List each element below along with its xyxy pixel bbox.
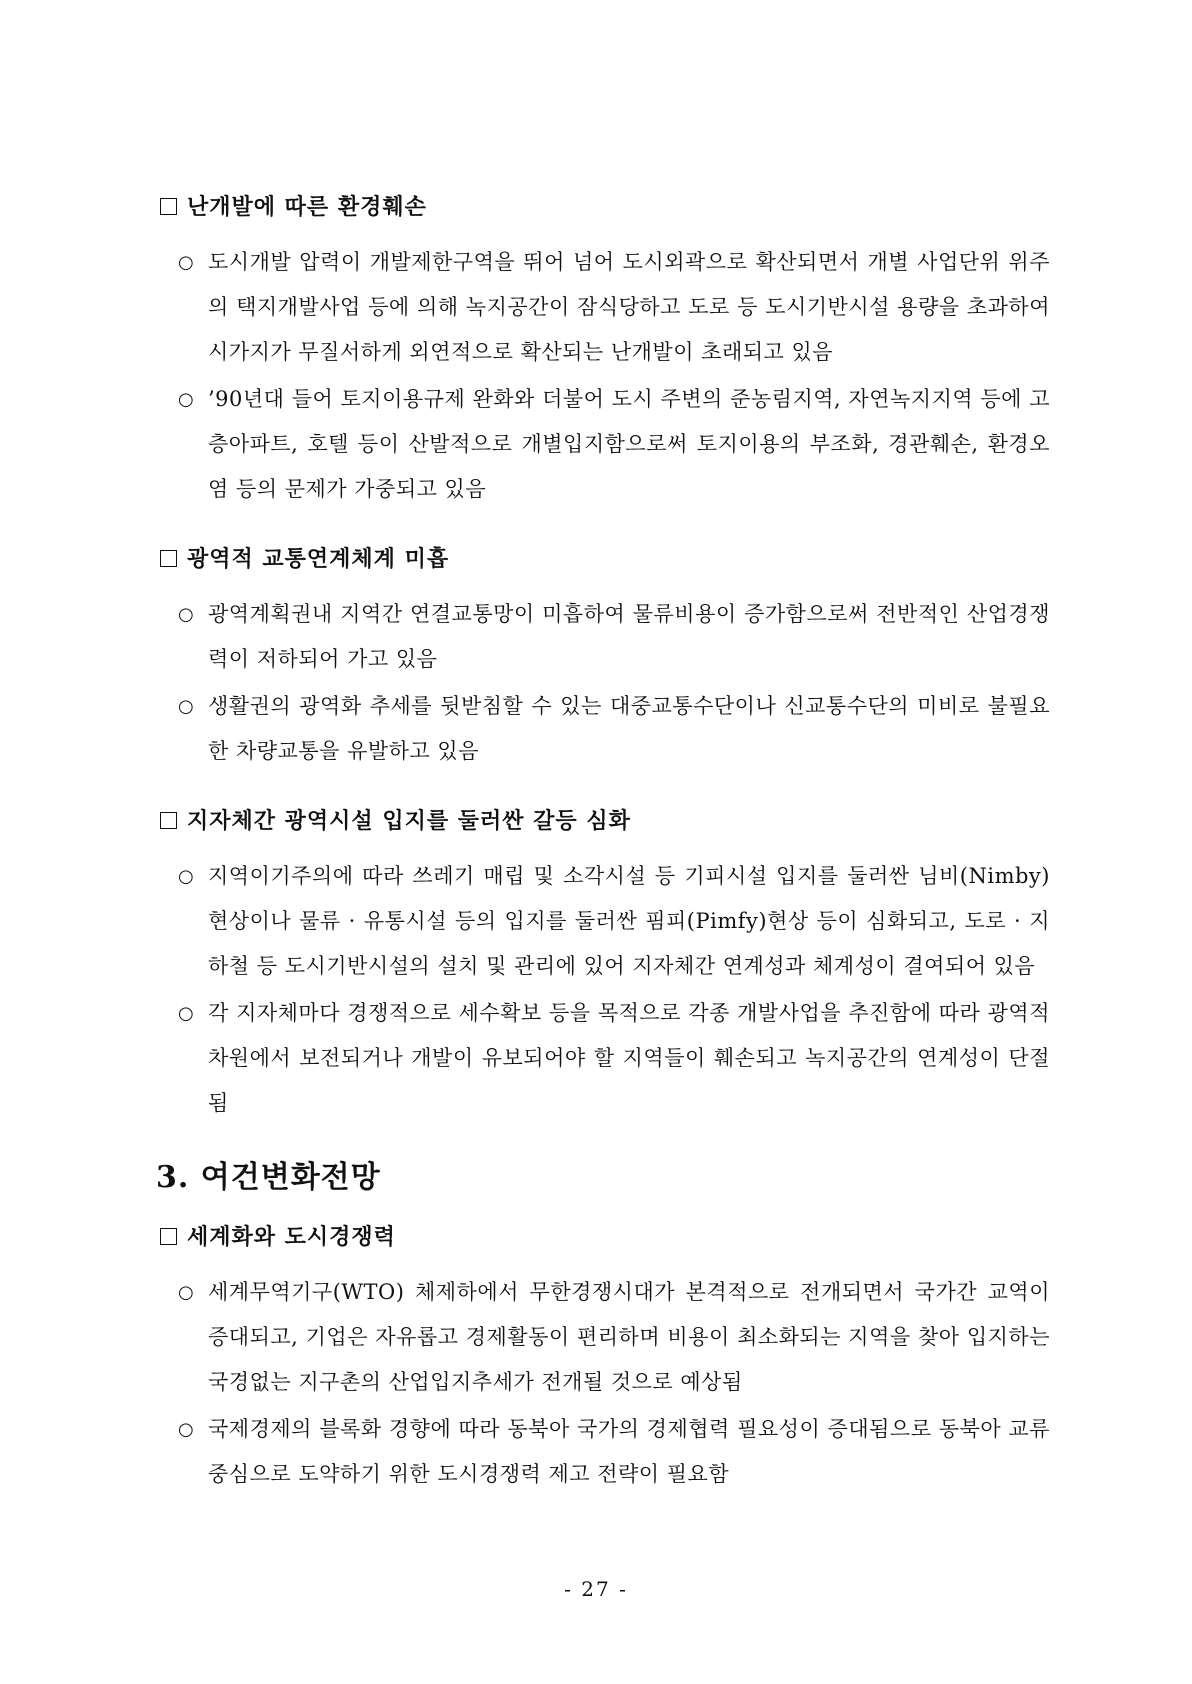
section-heading-text: 세계화와 도시경쟁력 bbox=[187, 1224, 396, 1250]
bullet-item bbox=[160, 377, 1050, 512]
section-transport bbox=[160, 542, 1050, 774]
section-heading bbox=[160, 1220, 1050, 1254]
page-number: - 27 - bbox=[564, 1577, 628, 1601]
bullet-item bbox=[160, 991, 1050, 1126]
bullet-text: 지역이기주의에 따라 쓰레기 매립 및 소각시설 등 기피시설 입지를 둘러싼 님비(Nimby)현상이나 물류 · 유통시설 등의 입지를 둘러싼 핌피(Pimfy)현상 등이 심화되고, 도로 · 지하철 등 도시기반시설의 설치 및 관리에 있어 지자체간 연계성과 체계성이 결여되어 있음 bbox=[208, 864, 1050, 978]
bullet-item bbox=[160, 1407, 1050, 1497]
bullet-item bbox=[160, 592, 1050, 682]
section-heading-text: 난개발에 따른 환경훼손 bbox=[187, 194, 427, 220]
section-globalization bbox=[160, 1220, 1050, 1497]
circle-bullet-icon: ○ bbox=[178, 252, 195, 273]
bullet-text: ’90년대 들어 토지이용규제 완화와 더불어 도시 주변의 준농림지역, 자연녹지지역 등에 고층아파트, 호텔 등이 산발적으로 개별입지함으로써 토지이용의 부조화, 경관훼손, 환경오염 등의 문제가 가중되고 있음 bbox=[208, 387, 1050, 501]
bullet-item bbox=[160, 854, 1050, 989]
bullet-text: 광역계획권내 지역간 연결교통망이 미흡하여 물류비용이 증가함으로써 전반적인 산업경쟁력이 저하되어 가고 있음 bbox=[208, 602, 1050, 671]
bullet-item bbox=[160, 1270, 1050, 1405]
section-facility-conflict bbox=[160, 804, 1050, 1126]
chapter-title: 3. 여건변화전망 bbox=[156, 1160, 381, 1195]
bullet-item bbox=[160, 240, 1050, 375]
circle-bullet-icon: ○ bbox=[178, 389, 195, 410]
circle-bullet-icon: ○ bbox=[178, 696, 195, 717]
circle-bullet-icon: ○ bbox=[178, 866, 195, 887]
bullet-text: 세계무역기구(WTO) 체제하에서 무한경쟁시대가 본격적으로 전개되면서 국가간 교역이 증대되고, 기업은 자유롭고 경제활동이 편리하며 비용이 최소화되는 지역을 찾아 입지하는 국경없는 지구촌의 산업입지추세가 전개될 것으로 예상됨 bbox=[208, 1280, 1050, 1394]
bullet-text: 생활권의 광역화 추세를 뒷받침할 수 있는 대중교통수단이나 신교통수단의 미비로 불필요한 차량교통을 유발하고 있음 bbox=[208, 694, 1050, 763]
circle-bullet-icon: ○ bbox=[178, 1282, 195, 1303]
bullet-item bbox=[160, 684, 1050, 774]
section-heading bbox=[160, 542, 1050, 576]
checkbox-square-icon bbox=[160, 550, 177, 567]
checkbox-square-icon bbox=[160, 1228, 177, 1245]
circle-bullet-icon: ○ bbox=[178, 1419, 195, 1440]
checkbox-square-icon bbox=[160, 198, 177, 215]
section-heading-text: 지자체간 광역시설 입지를 둘러싼 갈등 심화 bbox=[187, 808, 631, 834]
section-sprawl bbox=[160, 190, 1050, 512]
checkbox-square-icon bbox=[160, 812, 177, 829]
section-heading bbox=[160, 190, 1050, 224]
bullet-text: 국제경제의 블록화 경향에 따라 동북아 국가의 경제협력 필요성이 증대됨으로 동북아 교류중심으로 도약하기 위한 도시경쟁력 제고 전략이 필요함 bbox=[208, 1417, 1050, 1486]
circle-bullet-icon: ○ bbox=[178, 604, 195, 625]
page-content bbox=[156, 190, 1050, 1527]
bullet-text: 도시개발 압력이 개발제한구역을 뛰어 넘어 도시외곽으로 확산되면서 개별 사업단위 위주의 택지개발사업 등에 의해 녹지공간이 잠식당하고 도로 등 도시기반시설 용량을 초과하여 시가지가 무질서하게 외연적으로 확산되는 난개발이 초래되고 있음 bbox=[208, 250, 1050, 364]
circle-bullet-icon: ○ bbox=[178, 1003, 195, 1024]
section-heading bbox=[160, 804, 1050, 838]
section-heading-text: 광역적 교통연계체계 미흡 bbox=[187, 546, 450, 572]
bullet-text: 각 지자체마다 경쟁적으로 세수확보 등을 목적으로 각종 개발사업을 추진함에 따라 광역적 차원에서 보전되거나 개발이 유보되어야 할 지역들이 훼손되고 녹지공간의 연계성이 단절됨 bbox=[208, 1001, 1050, 1115]
